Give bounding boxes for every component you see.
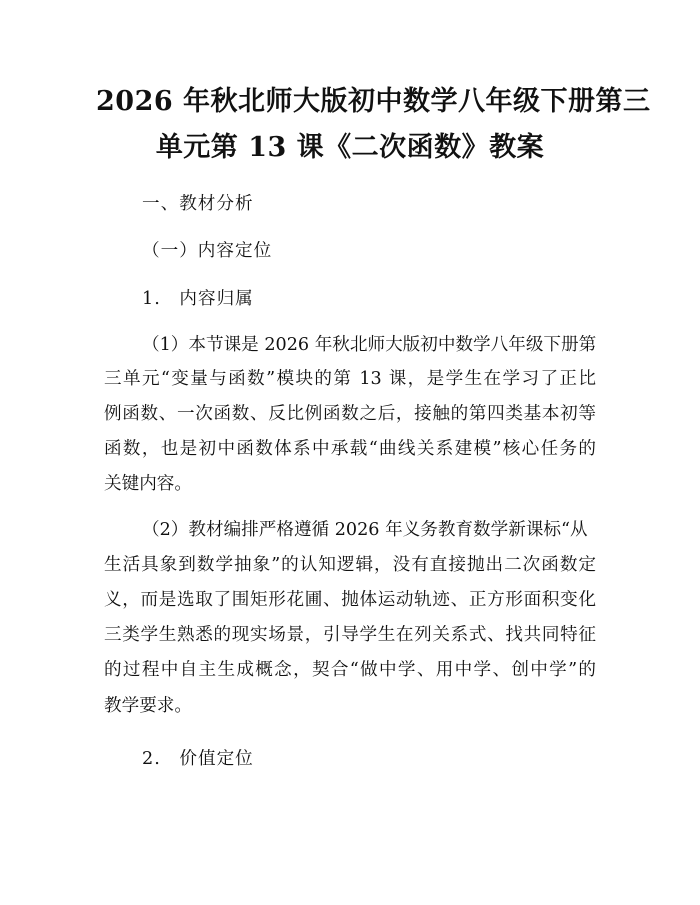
document-title-line-2: 单元第 13 课《二次函数》教案: [155, 132, 545, 163]
document-title-line-1: 2026 年秋北师大版初中数学八年级下册第三: [96, 86, 651, 117]
paragraph-1-line-4: 函数，也是初中函数体系中承载“曲线关系建模”核心任务的: [104, 439, 596, 459]
paragraph-1-line-5: 关键内容。: [104, 474, 192, 494]
paragraph-1-line-1: （1）本节课是 2026 年秋北师大版初中数学八年级下册第: [142, 335, 597, 355]
paragraph-2-line-1: （2）教材编排严格遵循 2026 年义务教育数学新课标“从: [142, 520, 588, 540]
paragraph-2-line-5: 的过程中自主生成概念，契合“做中学、用中学、创中学”的: [104, 660, 596, 680]
paragraph-1-line-3: 例函数、一次函数、反比例函数之后，接触的第四类基本初等: [104, 404, 596, 424]
paragraph-2-line-3: 义，而是选取了围矩形花圃、抛体运动轨迹、正方形面积变化: [104, 590, 596, 610]
paragraph-2-line-2: 生活具象到数学抽象”的认知逻辑，没有直接抛出二次函数定: [104, 555, 596, 575]
item-heading-content-belonging: 1. 内容归属: [142, 289, 254, 309]
paragraph-2-line-4: 三类学生熟悉的现实场景，引导学生在列关系式、找共同特征: [104, 625, 596, 645]
paragraph-1-line-2: 三单元“变量与函数”模块的第 13 课，是学生在学习了正比: [104, 369, 596, 389]
section-heading-textbook-analysis: 一、教材分析: [142, 194, 254, 214]
subsection-heading-content-positioning: （一）内容定位: [142, 241, 273, 261]
item-heading-value-positioning: 2. 价值定位: [142, 749, 254, 769]
paragraph-2-line-6: 教学要求。: [104, 696, 192, 716]
